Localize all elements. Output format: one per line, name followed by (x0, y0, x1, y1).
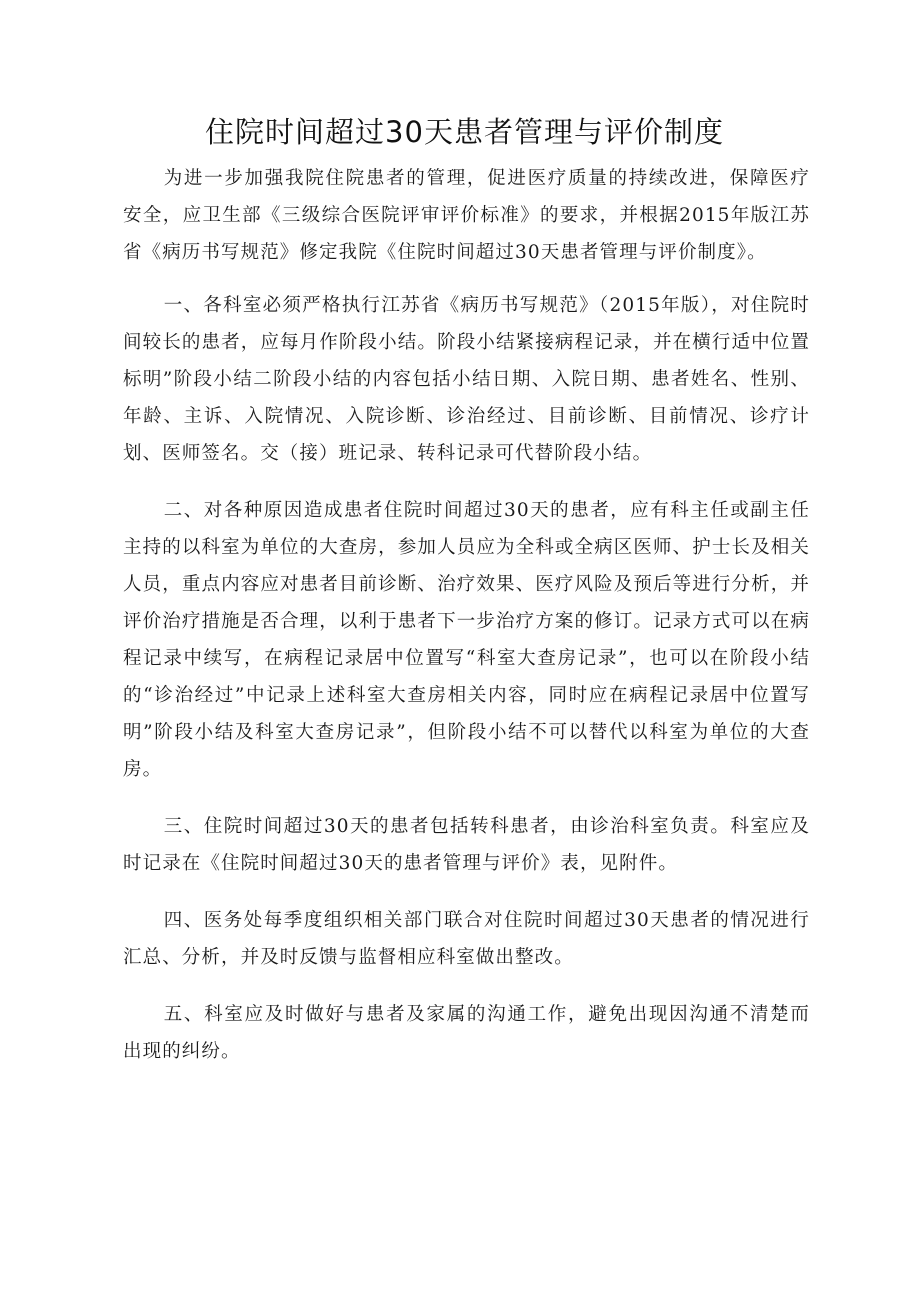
paragraph-section-2: 二、对各种原因造成患者住院时间超过30天的患者，应有科主任或副主任主持的以科室为单位的大查房，参加人员应为全科或全病区医师、护士长及相关人员，重点内容应对患者目前诊断、治疗效果、医疗风险及预后等进行分析，并评价治疗措施是否合理，以利于患者下一步治疗方案的修订。记录方式可以在病程记录中续写，在病程记录居中位置写“科室大查房记录”，也可以在阶段小结的“诊治经过”中记录上述科室大查房相关内容，同时应在病程记录居中位置写明”阶段小结及科室大查房记录”，但阶段小结不可以替代以科室为单位的大查房。 (123, 500, 810, 780)
document-title: 住院时间超过30天患者管理与评价制度 (205, 115, 724, 149)
paragraph-intro: 为进一步加强我院住院患者的管理，促进医疗质量的持续改进，保障医疗安全，应卫生部《三级综合医院评审评价标准》的要求，并根据2015年版江苏省《病历书写规范》修定我院《住院时间超过30天患者管理与评价制度》。 (123, 168, 810, 263)
paragraph-section-4: 四、医务处每季度组织相关部门联合对住院时间超过30天患者的情况进行汇总、分析，并及时反馈与监督相应科室做出整改。 (123, 910, 810, 968)
paragraph-section-1: 一、各科室必须严格执行江苏省《病历书写规范》（2015年版），对住院时间较长的患者，应每月作阶段小结。阶段小结紧接病程记录，并在横行适中位置标明”阶段小结二阶段小结的内容包括小结日期、入院日期、患者姓名、性别、年龄、主诉、入院情况、入院诊断、诊治经过、目前诊断、目前情况、诊疗计划、医师签名。交（接）班记录、转科记录可代替阶段小结。 (123, 295, 810, 464)
paragraph-section-3: 三、住院时间超过30天的患者包括转科患者，由诊治科室负责。科室应及时记录在《住院时间超过30天的患者管理与评价》表，见附件。 (123, 816, 810, 874)
paragraph-section-5: 五、科室应及时做好与患者及家属的沟通工作，避免出现因沟通不清楚而出现的纠纷。 (123, 1004, 810, 1062)
